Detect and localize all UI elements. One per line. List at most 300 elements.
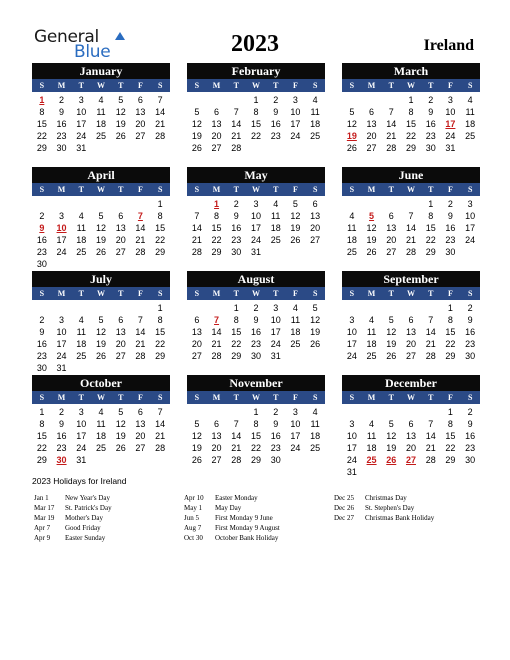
day-cell: 24: [76, 131, 87, 141]
day-cell: 13: [405, 327, 416, 337]
day-cell: 28: [155, 443, 166, 453]
day-cell: 11: [271, 211, 281, 221]
weekday-label: S: [467, 393, 473, 402]
holiday-name: Easter Sunday: [65, 534, 106, 542]
weekday-label: W: [407, 289, 416, 298]
weekday-label: S: [312, 81, 318, 90]
day-cell: 30: [56, 143, 67, 153]
day-cell: 22: [36, 443, 47, 453]
holiday-day-cell: 9: [39, 223, 45, 233]
day-cell: 10: [346, 327, 357, 337]
day-cell: 25: [95, 131, 106, 141]
month-august: [187, 271, 325, 362]
day-cell: 7: [428, 315, 434, 325]
day-cell: 11: [310, 107, 320, 117]
day-cell: 25: [76, 247, 87, 257]
day-cell: 15: [250, 119, 261, 129]
empty-cell: [187, 302, 207, 314]
weekday-label: F: [293, 81, 298, 90]
day-cell: 20: [405, 443, 416, 453]
day-cell: 23: [425, 131, 436, 141]
holiday-row: [334, 513, 434, 523]
day-grid: [342, 406, 480, 478]
day-cell: 10: [76, 419, 87, 429]
day-cell: 24: [465, 235, 476, 245]
day-cell: 12: [115, 107, 126, 117]
day-cell: 27: [211, 455, 222, 465]
day-cell: 2: [59, 407, 65, 417]
weekday-label: M: [212, 393, 221, 402]
holiday-day-cell: 17: [445, 119, 456, 129]
day-cell: 26: [95, 351, 106, 361]
day-cell: 24: [290, 443, 301, 453]
weekday-label: M: [57, 393, 66, 402]
day-cell: 13: [310, 211, 321, 221]
holiday-column: [334, 493, 434, 523]
day-cell: 25: [270, 235, 281, 245]
holiday-date: Mar 17: [34, 504, 55, 512]
weekday-label: M: [367, 185, 376, 194]
weekday-label: T: [233, 185, 239, 194]
day-cell: 10: [270, 315, 281, 325]
day-cell: 30: [250, 351, 261, 361]
day-cell: 3: [467, 199, 473, 209]
day-cell: 18: [270, 223, 281, 233]
day-cell: 24: [56, 351, 67, 361]
day-cell: 20: [211, 443, 222, 453]
weekday-header: [32, 79, 170, 92]
holidays-title: 2023 Holidays for Ireland: [32, 476, 127, 486]
day-cell: 2: [39, 211, 45, 221]
weekday-label: F: [293, 185, 298, 194]
empty-cell: [381, 198, 401, 210]
day-cell: 25: [290, 339, 301, 349]
month-name: February: [187, 63, 325, 79]
weekday-label: T: [273, 289, 279, 298]
day-cell: 26: [191, 455, 202, 465]
day-cell: 18: [76, 235, 87, 245]
day-cell: 20: [211, 131, 222, 141]
weekday-label: S: [157, 185, 163, 194]
day-cell: 15: [36, 119, 47, 129]
day-cell: 15: [405, 119, 416, 129]
day-cell: 16: [270, 119, 281, 129]
day-cell: 27: [310, 235, 321, 245]
day-cell: 4: [292, 303, 298, 313]
weekday-label: T: [118, 393, 124, 402]
empty-cell: [226, 406, 246, 418]
holiday-name: Easter Monday: [215, 494, 258, 502]
day-cell: 21: [405, 235, 416, 245]
day-cell: 7: [233, 107, 239, 117]
holiday-date: Aug 7: [184, 524, 202, 532]
day-cell: 27: [386, 247, 397, 257]
day-cell: 11: [347, 223, 357, 233]
day-cell: 12: [191, 119, 202, 129]
day-cell: 8: [253, 419, 259, 429]
weekday-label: S: [467, 185, 473, 194]
holiday-row: [184, 503, 280, 513]
day-cell: 15: [445, 431, 456, 441]
day-cell: 29: [445, 455, 456, 465]
empty-cell: [362, 406, 382, 418]
month-october: [32, 375, 170, 466]
day-cell: 26: [366, 247, 377, 257]
day-cell: 6: [408, 315, 414, 325]
day-cell: 5: [118, 95, 124, 105]
weekday-label: T: [118, 81, 124, 90]
month-september: [342, 271, 480, 362]
weekday-label: T: [233, 81, 239, 90]
weekday-label: S: [39, 185, 45, 194]
day-cell: 31: [346, 467, 357, 477]
day-cell: 13: [135, 419, 146, 429]
empty-cell: [71, 302, 91, 314]
day-cell: 12: [115, 419, 126, 429]
day-cell: 13: [135, 107, 146, 117]
day-cell: 14: [405, 223, 416, 233]
day-cell: 17: [56, 235, 67, 245]
day-cell: 24: [290, 131, 301, 141]
day-cell: 8: [447, 315, 453, 325]
day-cell: 16: [270, 431, 281, 441]
holiday-name: October Bank Holiday: [215, 534, 279, 542]
weekday-label: S: [39, 393, 45, 402]
weekday-label: M: [367, 289, 376, 298]
weekday-label: F: [448, 185, 453, 194]
weekday-label: M: [212, 185, 221, 194]
day-cell: 1: [233, 303, 239, 313]
weekday-label: T: [428, 185, 434, 194]
day-cell: 29: [231, 351, 242, 361]
day-cell: 12: [95, 223, 106, 233]
empty-cell: [421, 302, 441, 314]
day-cell: 14: [191, 223, 202, 233]
day-cell: 10: [346, 431, 357, 441]
day-cell: 2: [467, 407, 473, 417]
day-cell: 22: [250, 443, 261, 453]
day-cell: 5: [292, 199, 298, 209]
day-cell: 31: [445, 143, 456, 153]
day-cell: 6: [118, 315, 124, 325]
month-january: [32, 63, 170, 154]
day-cell: 24: [270, 339, 281, 349]
day-cell: 5: [388, 315, 394, 325]
day-cell: 23: [36, 351, 47, 361]
weekday-label: T: [78, 393, 84, 402]
day-cell: 1: [157, 199, 163, 209]
weekday-label: T: [273, 393, 279, 402]
day-cell: 8: [447, 419, 453, 429]
empty-cell: [32, 198, 52, 210]
day-cell: 27: [211, 143, 222, 153]
day-cell: 6: [388, 211, 394, 221]
weekday-label: W: [252, 81, 261, 90]
day-cell: 27: [366, 143, 377, 153]
day-cell: 30: [36, 363, 47, 373]
day-cell: 29: [155, 351, 166, 361]
holiday-row: [34, 523, 112, 533]
day-cell: 13: [211, 431, 222, 441]
day-cell: 9: [467, 315, 473, 325]
day-cell: 2: [253, 303, 259, 313]
day-cell: 24: [445, 131, 456, 141]
weekday-label: T: [388, 81, 394, 90]
day-cell: 22: [405, 131, 416, 141]
empty-cell: [226, 94, 246, 106]
day-cell: 24: [250, 235, 261, 245]
day-cell: 3: [292, 95, 298, 105]
day-cell: 20: [191, 339, 202, 349]
weekday-label: F: [138, 289, 143, 298]
day-cell: 15: [231, 327, 242, 337]
weekday-header: [187, 79, 325, 92]
empty-cell: [32, 302, 52, 314]
holiday-day-cell: 1: [214, 199, 220, 209]
day-cell: 13: [191, 327, 202, 337]
weekday-label: W: [252, 185, 261, 194]
day-cell: 24: [346, 351, 357, 361]
day-cell: 8: [157, 211, 163, 221]
day-grid: [187, 406, 325, 466]
day-cell: 4: [369, 419, 375, 429]
day-cell: 26: [95, 247, 106, 257]
empty-cell: [52, 198, 72, 210]
day-cell: 27: [115, 247, 126, 257]
holiday-name: May Day: [215, 504, 242, 512]
day-cell: 22: [445, 443, 456, 453]
holiday-date: Dec 26: [334, 504, 355, 512]
day-cell: 8: [233, 315, 239, 325]
day-cell: 3: [349, 419, 355, 429]
day-cell: 6: [408, 419, 414, 429]
day-cell: 19: [191, 443, 202, 453]
day-cell: 21: [135, 339, 146, 349]
day-cell: 27: [115, 351, 126, 361]
day-cell: 9: [467, 419, 473, 429]
day-grid: [187, 198, 325, 258]
day-grid: [342, 302, 480, 362]
day-cell: 10: [56, 327, 67, 337]
holiday-row: [34, 513, 112, 523]
day-cell: 3: [447, 95, 453, 105]
holiday-date: Mar 19: [34, 514, 55, 522]
weekday-label: T: [428, 289, 434, 298]
weekday-label: W: [407, 393, 416, 402]
day-cell: 2: [428, 95, 434, 105]
day-cell: 20: [135, 119, 146, 129]
day-cell: 30: [465, 455, 476, 465]
day-cell: 9: [253, 315, 259, 325]
day-cell: 1: [253, 95, 259, 105]
holiday-date: Jan 1: [34, 494, 49, 502]
day-cell: 9: [273, 419, 279, 429]
day-cell: 21: [211, 339, 222, 349]
weekday-label: S: [467, 81, 473, 90]
empty-cell: [362, 94, 382, 106]
day-cell: 14: [425, 431, 436, 441]
day-cell: 11: [76, 223, 86, 233]
day-cell: 13: [386, 223, 397, 233]
day-cell: 4: [467, 95, 473, 105]
day-cell: 23: [231, 235, 242, 245]
holiday-date: Jun 5: [184, 514, 199, 522]
day-cell: 28: [231, 143, 242, 153]
empty-cell: [111, 302, 131, 314]
day-cell: 15: [36, 431, 47, 441]
weekday-label: T: [118, 289, 124, 298]
weekday-label: T: [428, 393, 434, 402]
day-cell: 1: [408, 95, 414, 105]
weekday-header: [342, 391, 480, 404]
day-cell: 4: [98, 95, 104, 105]
day-cell: 18: [346, 235, 357, 245]
day-cell: 3: [78, 407, 84, 417]
weekday-label: S: [312, 289, 318, 298]
day-cell: 13: [366, 119, 377, 129]
empty-cell: [91, 198, 111, 210]
day-cell: 24: [56, 247, 67, 257]
holiday-day-cell: 25: [366, 455, 377, 465]
day-cell: 9: [39, 327, 45, 337]
empty-cell: [207, 406, 227, 418]
weekday-label: W: [252, 393, 261, 402]
day-cell: 12: [346, 119, 357, 129]
day-cell: 18: [95, 431, 106, 441]
day-cell: 12: [191, 431, 202, 441]
month-november: [187, 375, 325, 466]
weekday-label: S: [157, 81, 163, 90]
day-cell: 19: [95, 235, 106, 245]
weekday-header: [342, 183, 480, 196]
weekday-header: [187, 391, 325, 404]
day-cell: 14: [135, 327, 146, 337]
weekday-label: F: [293, 289, 298, 298]
day-cell: 14: [386, 119, 397, 129]
day-cell: 22: [211, 235, 222, 245]
day-cell: 11: [96, 107, 106, 117]
day-cell: 16: [56, 119, 67, 129]
day-cell: 29: [425, 247, 436, 257]
holiday-day-cell: 19: [346, 131, 357, 141]
empty-cell: [187, 406, 207, 418]
month-name: March: [342, 63, 480, 79]
day-cell: 19: [386, 339, 397, 349]
weekday-label: W: [407, 81, 416, 90]
holiday-date: Apr 9: [34, 534, 51, 542]
day-cell: 17: [56, 339, 67, 349]
day-cell: 16: [250, 327, 261, 337]
day-cell: 26: [346, 143, 357, 153]
holiday-name: St. Stephen's Day: [365, 504, 415, 512]
holiday-row: [34, 493, 112, 503]
empty-cell: [91, 302, 111, 314]
country-title: Ireland: [423, 37, 474, 54]
day-cell: 26: [115, 443, 126, 453]
holiday-name: St. Patrick's Day: [65, 504, 112, 512]
weekday-label: W: [97, 393, 106, 402]
day-cell: 17: [76, 431, 87, 441]
month-name: October: [32, 375, 170, 391]
month-december: [342, 375, 480, 478]
empty-cell: [71, 198, 91, 210]
day-cell: 31: [76, 455, 87, 465]
day-cell: 22: [425, 235, 436, 245]
month-name: November: [187, 375, 325, 391]
weekday-label: M: [367, 81, 376, 90]
day-cell: 1: [447, 303, 453, 313]
day-cell: 2: [233, 199, 239, 209]
day-cell: 5: [98, 211, 104, 221]
weekday-header: [32, 183, 170, 196]
day-cell: 5: [118, 407, 124, 417]
holiday-day-cell: 1: [39, 95, 45, 105]
day-cell: 18: [290, 327, 301, 337]
empty-cell: [131, 302, 151, 314]
month-april: [32, 167, 170, 270]
day-cell: 23: [56, 131, 67, 141]
holiday-date: Dec 25: [334, 494, 355, 502]
month-name: July: [32, 271, 170, 287]
month-name: December: [342, 375, 480, 391]
holiday-name: Christmas Day: [365, 494, 407, 502]
empty-cell: [401, 406, 421, 418]
day-cell: 16: [231, 223, 242, 233]
weekday-label: T: [273, 185, 279, 194]
day-cell: 3: [59, 315, 65, 325]
day-cell: 18: [366, 443, 377, 453]
day-cell: 27: [135, 443, 146, 453]
holiday-date: Oct 30: [184, 534, 203, 542]
day-cell: 3: [253, 199, 259, 209]
day-cell: 6: [194, 315, 200, 325]
day-cell: 15: [445, 327, 456, 337]
weekday-header: [187, 183, 325, 196]
day-cell: 21: [231, 131, 242, 141]
empty-cell: [401, 302, 421, 314]
day-cell: 28: [191, 247, 202, 257]
weekday-label: W: [407, 185, 416, 194]
day-cell: 10: [250, 211, 261, 221]
day-cell: 4: [273, 199, 279, 209]
brand-blue-text: Blue: [74, 42, 111, 62]
holiday-name: New Year's Day: [65, 494, 111, 502]
month-july: [32, 271, 170, 374]
empty-cell: [342, 406, 362, 418]
day-cell: 10: [465, 211, 476, 221]
holiday-row: [34, 503, 112, 513]
month-name: January: [32, 63, 170, 79]
brand-general-text: General: [34, 27, 99, 47]
weekday-label: T: [233, 289, 239, 298]
weekday-label: M: [212, 81, 221, 90]
day-cell: 7: [137, 315, 143, 325]
holiday-row: [334, 503, 434, 513]
day-cell: 24: [76, 443, 87, 453]
holiday-date: Dec 27: [334, 514, 355, 522]
day-cell: 6: [369, 107, 375, 117]
empty-cell: [342, 302, 362, 314]
day-cell: 16: [445, 223, 456, 233]
day-cell: 23: [56, 443, 67, 453]
day-cell: 17: [290, 431, 301, 441]
day-cell: 11: [366, 327, 377, 337]
month-may: [187, 167, 325, 258]
day-cell: 2: [467, 303, 473, 313]
holiday-day-cell: 5: [369, 211, 375, 221]
holiday-row: [34, 533, 112, 543]
day-cell: 14: [425, 327, 436, 337]
